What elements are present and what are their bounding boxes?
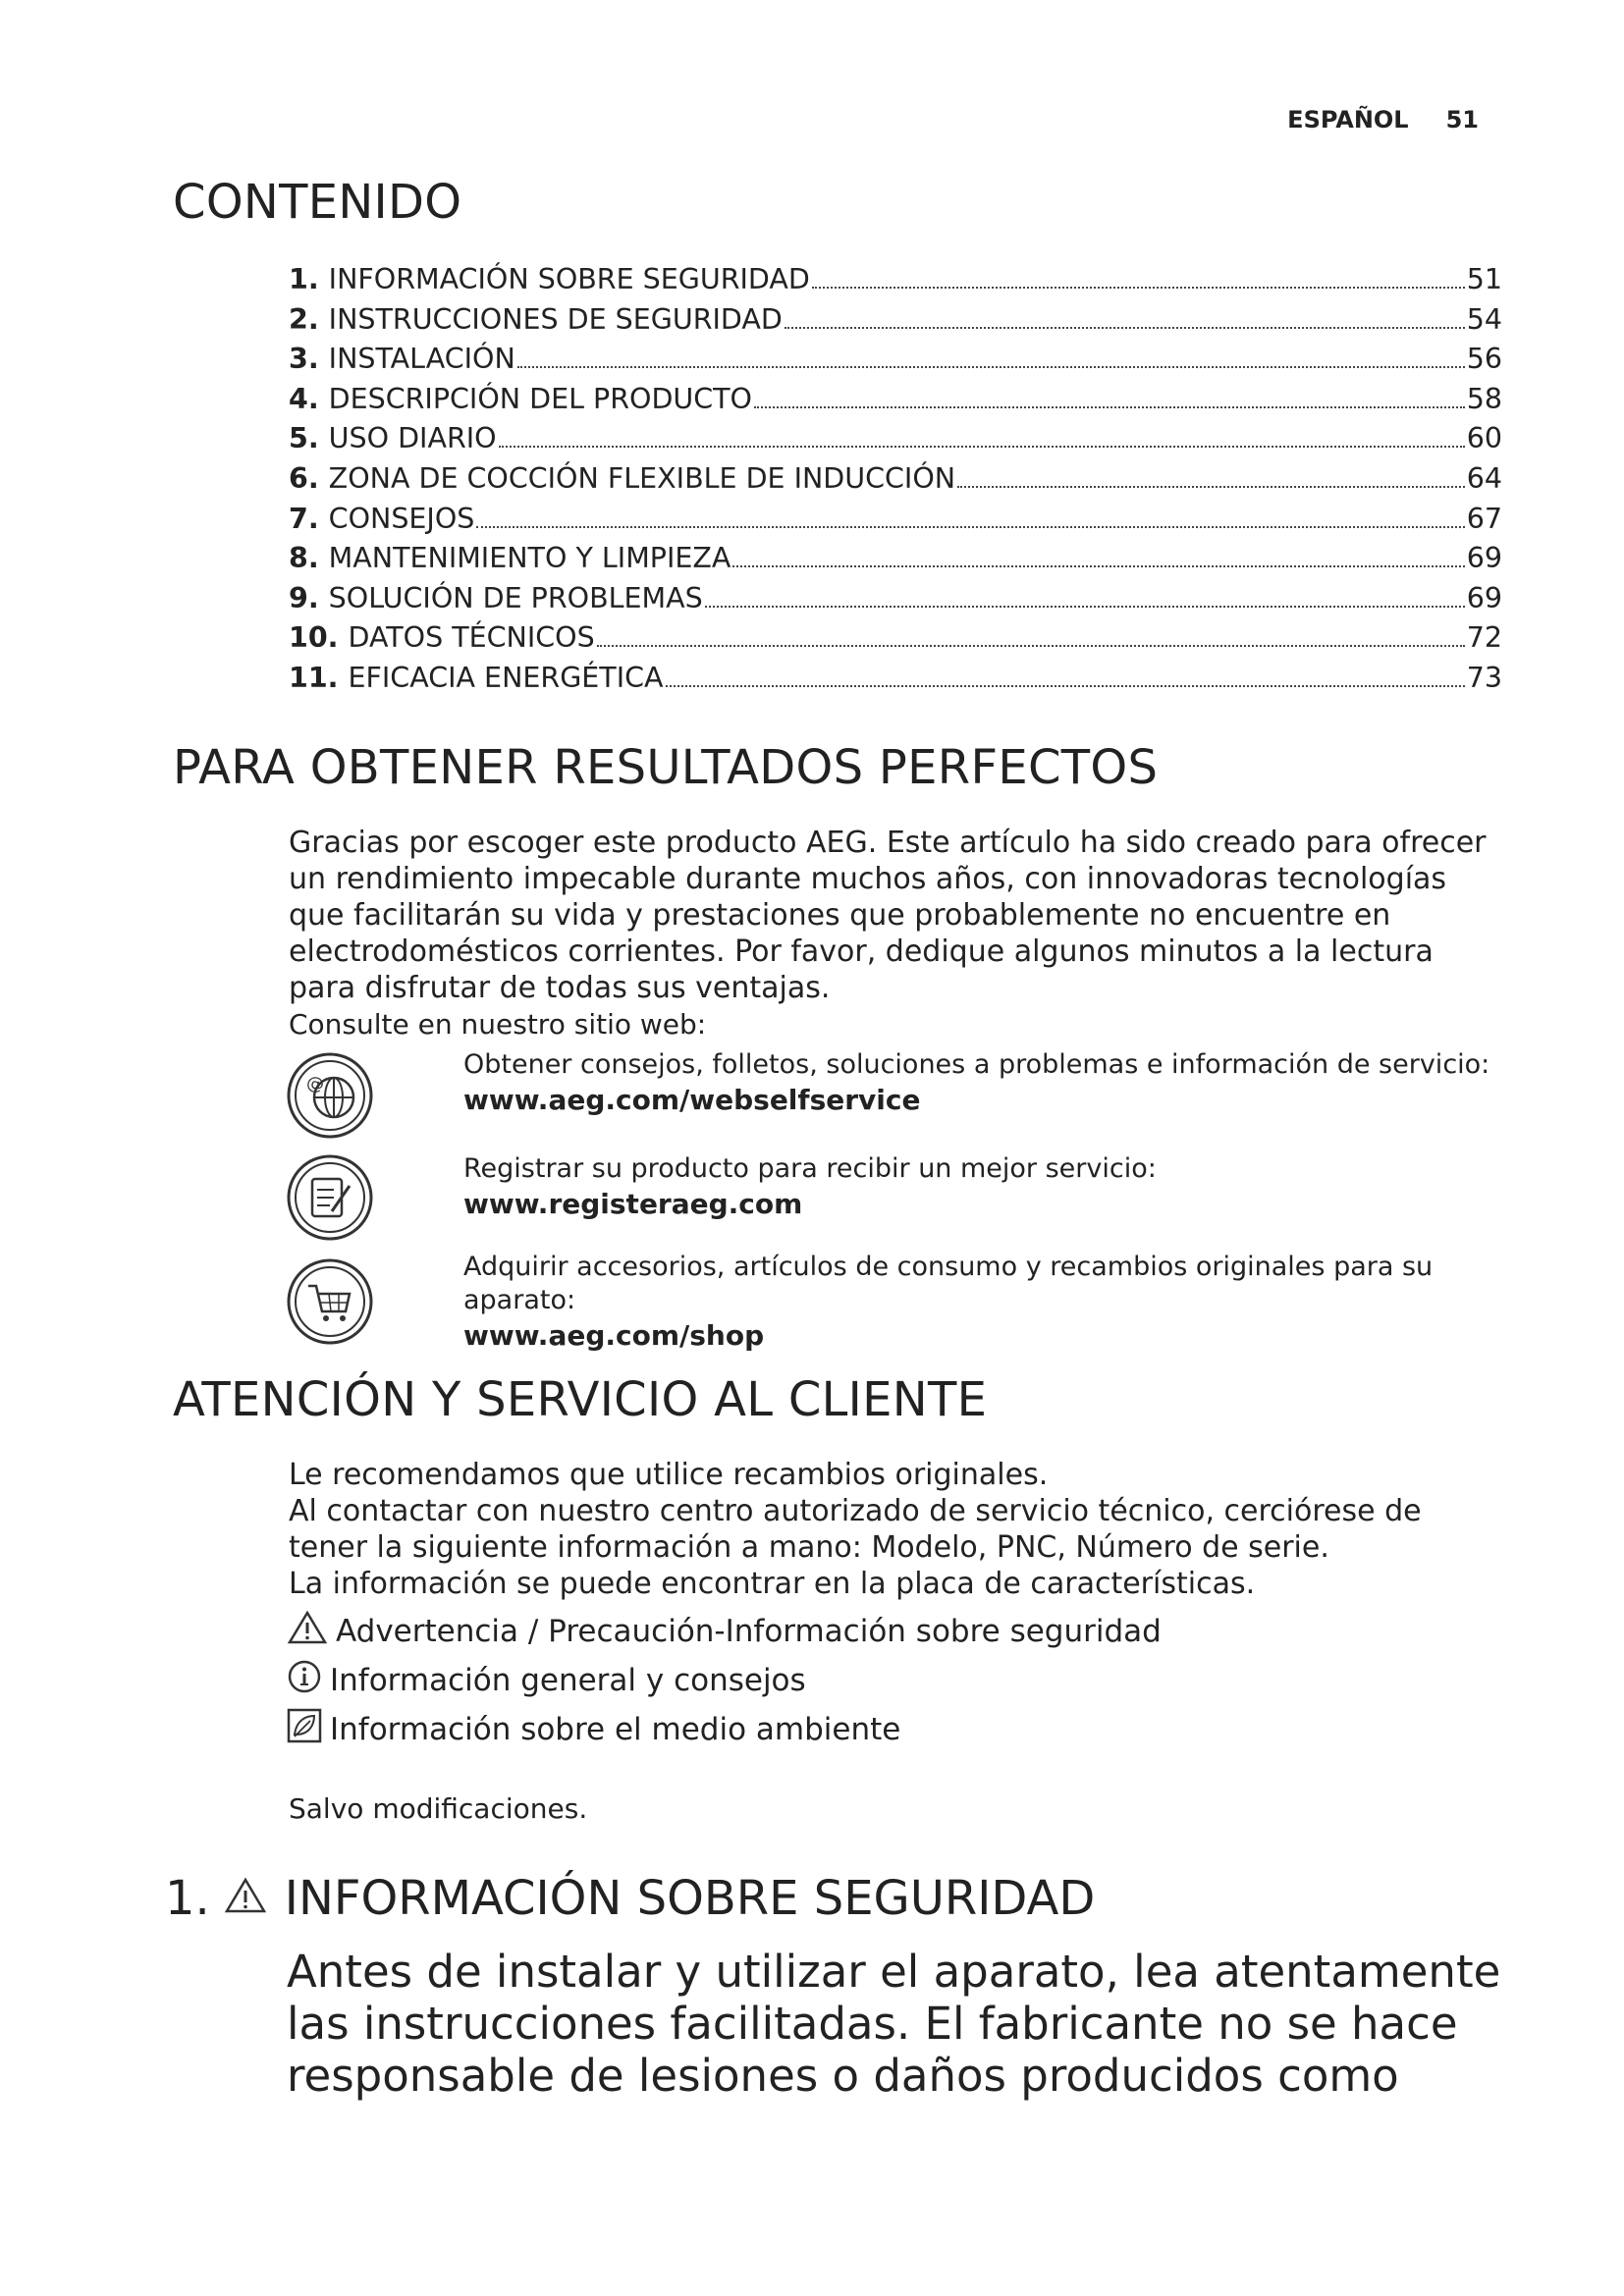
toc-item-page: 51 (1466, 263, 1502, 295)
toc-item-label: EFICACIA ENERGÉTICA (348, 661, 664, 694)
toc-item-page: 72 (1466, 621, 1502, 655)
consult-label: Consulte en nuestro sitio web: (289, 1008, 707, 1041)
toc-item-page: 69 (1466, 542, 1502, 575)
toc-item[interactable]: 8. MANTENIMIENTO Y LIMPIEZA 69 (289, 542, 1502, 575)
toc-item-label: INSTALACIÓN (328, 343, 515, 376)
toc-item-page: 56 (1466, 343, 1502, 376)
legend-label: Información sobre el medio ambiente (330, 1712, 901, 1747)
contents-title: CONTENIDO (173, 175, 462, 230)
section-title: INFORMACIÓN SOBRE SEGURIDAD (284, 1871, 1096, 1926)
section-1-heading (165, 1871, 1095, 1926)
customer-care-title: ATENCIÓN Y SERVICIO AL CLIENTE (173, 1372, 988, 1427)
perfect-results-title: PARA OBTENER RESULTADOS PERFECTOS (173, 740, 1159, 795)
legend-item-warning (287, 1610, 1162, 1653)
resource-item: Registrar su producto para recibir un mejor servicio: www.registeraeg.com (463, 1153, 1157, 1220)
webselfservice-link[interactable]: www.aeg.com/webselfservice (463, 1084, 921, 1116)
table-of-contents (289, 263, 1502, 702)
toc-item-page: 54 (1466, 302, 1502, 336)
language-label: ESPAÑOL (1287, 106, 1409, 133)
toc-item-label: SOLUCIÓN DE PROBLEMAS (328, 581, 703, 614)
toc-item[interactable]: 3. INSTALACIÓN 56 (289, 343, 1502, 376)
toc-item-label: INSTRUCCIONES DE SEGURIDAD (328, 302, 783, 336)
register-document-icon (285, 1152, 375, 1243)
toc-item-page: 73 (1466, 661, 1502, 694)
toc-item-label: MANTENIMIENTO Y LIMPIEZA (328, 542, 731, 575)
registeraeg-link[interactable]: www.registeraeg.com (463, 1188, 803, 1220)
perfect-results-paragraph: Gracias por escoger este producto AEG. Este artículo ha sido creado para ofrecer un rendimiento impecable durante muchos años, con innovadoras tecnologías que facilitarán su vida y prestaciones que probablemente no encuentre en electrodomésticos corrientes. Por favor, dedique algunos minutos a la lectura para disfrutar de todas sus ventajas. Consulte en nuestro sitio web: (289, 826, 1487, 1041)
environment-leaf-icon (287, 1708, 330, 1751)
page-number: 51 (1445, 106, 1479, 133)
legend-item-info (287, 1659, 806, 1702)
section-number: 1. (165, 1871, 210, 1926)
toc-item[interactable]: 10. DATOS TÉCNICOS 72 (289, 621, 1502, 655)
modifications-note: Salvo modificaciones. (289, 1792, 588, 1825)
toc-item-label: CONSEJOS (328, 502, 475, 535)
toc-item-page: 58 (1466, 382, 1502, 415)
warning-triangle-icon (287, 1610, 336, 1653)
toc-item[interactable]: 9. SOLUCIÓN DE PROBLEMAS 69 (289, 581, 1502, 614)
resource-item: Adquirir accesorios, artículos de consumo y recambios originales para su aparato: www.aeg.com/shop (463, 1252, 1434, 1352)
toc-item[interactable]: 11. EFICACIA ENERGÉTICA 73 (289, 661, 1502, 694)
toc-item-page: 64 (1466, 461, 1502, 495)
warning-triangle-icon (224, 1871, 285, 1926)
toc-item-label: ZONA DE COCCIÓN FLEXIBLE DE INDUCCIÓN (328, 461, 956, 495)
svg-text:@: @ (306, 1074, 324, 1095)
toc-item[interactable]: 6. ZONA DE COCCIÓN FLEXIBLE DE INDUCCIÓN 64 (289, 461, 1502, 495)
legend-label: Información general y consejos (330, 1663, 806, 1698)
toc-item[interactable]: 1. INFORMACIÓN SOBRE SEGURIDAD 51 (289, 263, 1502, 295)
toc-item-label: DESCRIPCIÓN DEL PRODUCTO (328, 382, 752, 415)
toc-item-page: 67 (1466, 502, 1502, 535)
aeg-shop-link[interactable]: www.aeg.com/shop (463, 1319, 765, 1352)
toc-item-label: DATOS TÉCNICOS (348, 621, 595, 655)
toc-item[interactable]: 5. USO DIARIO 60 (289, 422, 1502, 455)
info-icon (287, 1659, 330, 1702)
toc-item-label: INFORMACIÓN SOBRE SEGURIDAD (328, 263, 810, 295)
section-1-intro: Antes de instalar y utilizar el aparato, lea atentamente las instrucciones facilitadas. El fabricante no se hace responsable de lesiones o daños producidos como (287, 1946, 1501, 2102)
web-globe-icon (285, 1050, 375, 1141)
toc-item-page: 69 (1466, 581, 1502, 614)
toc-item[interactable]: 4. DESCRIPCIÓN DEL PRODUCTO 58 (289, 382, 1502, 415)
toc-item-label: USO DIARIO (328, 422, 497, 455)
customer-care-paragraph: Le recomendamos que utilice recambios originales. Al contactar con nuestro centro autorizado de servicio técnico, cerciórese de tener la siguiente información a mano: Modelo, PNC, Número de serie. La información se puede encontrar en la placa de características. (289, 1458, 1422, 1601)
toc-item-page: 60 (1466, 422, 1502, 455)
legend-label: Advertencia / Precaución-Información sobre seguridad (336, 1614, 1162, 1649)
shopping-cart-icon (285, 1256, 375, 1347)
resource-item: Obtener consejos, folletos, soluciones a problemas e información de servicio: www.aeg.com/webselfservice (463, 1049, 1490, 1116)
toc-item[interactable]: 2. INSTRUCCIONES DE SEGURIDAD 54 (289, 302, 1502, 336)
page-header (1287, 106, 1479, 133)
toc-item[interactable]: 7. CONSEJOS 67 (289, 502, 1502, 535)
legend-item-environment (287, 1708, 900, 1751)
